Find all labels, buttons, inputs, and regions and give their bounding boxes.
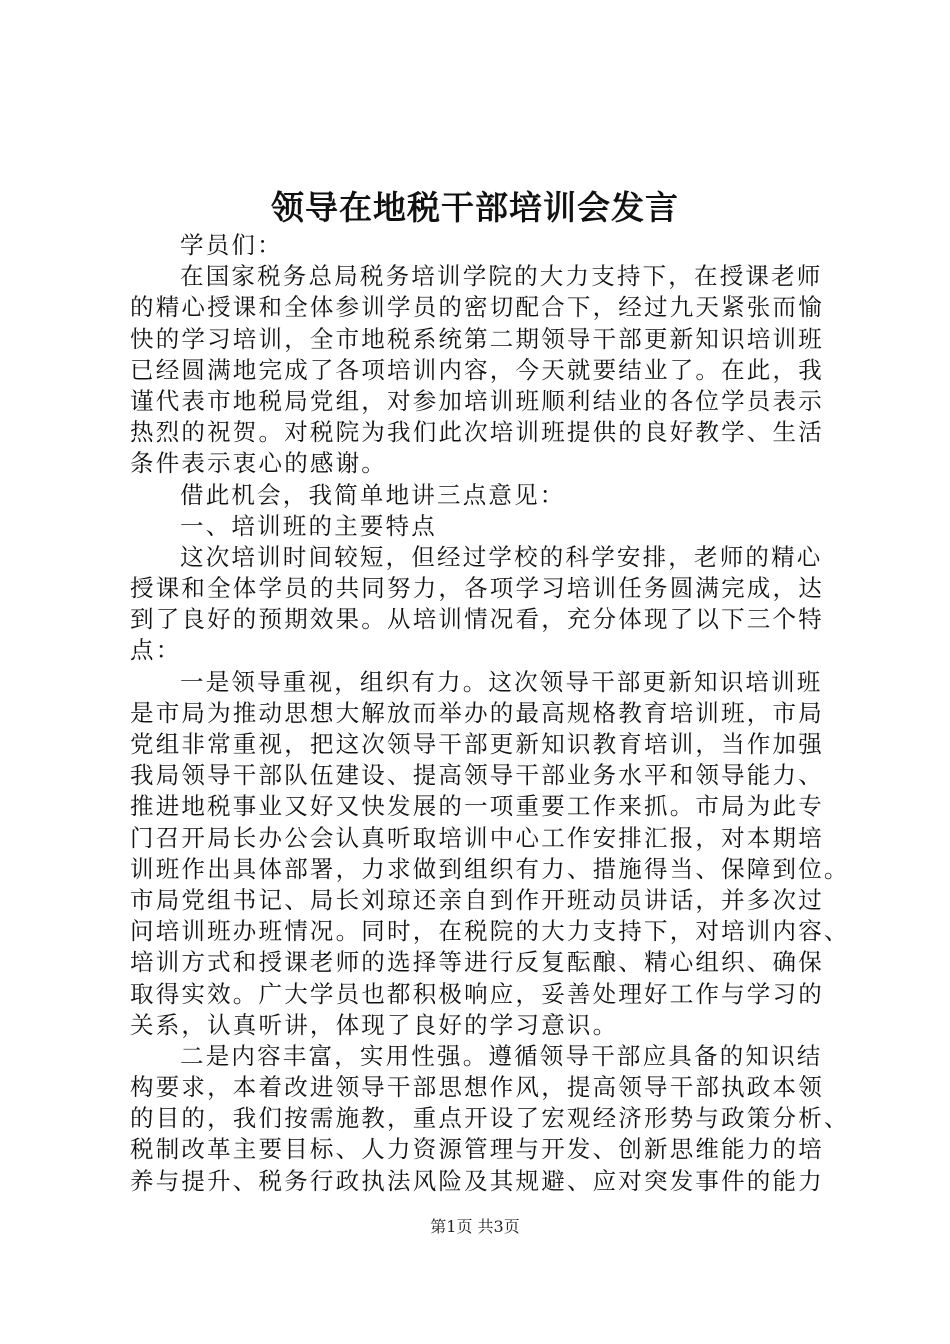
text-line: 税制改革主要目标、人力资源管理与开发、创新思维能力的培: [130, 1135, 824, 1164]
text-line: 我局领导干部队伍建设、提高领导干部业务水平和领导能力、: [130, 761, 824, 790]
document-body: [130, 230, 850, 1197]
text-line: 二是内容丰富，实用性强。遵循领导干部应具备的知识结: [180, 1041, 823, 1070]
page-footer: 第1页 共3页: [430, 1217, 520, 1236]
text-line: 问培训班办班情况。同时，在税院的大力支持下，对培训内容、: [130, 917, 850, 946]
text-line: 借此机会，我简单地讲三点意见：: [180, 480, 566, 509]
text-line: 训班作出具体部署，力求做到组织有力、措施得当、保障到位。: [130, 854, 850, 883]
text-line: 学员们：: [180, 231, 283, 259]
text-line: 门召开局长办公会认真听取培训中心工作安排汇报，对本期培: [130, 823, 824, 852]
text-line: 的目的，我们按需施教，重点开设了宏观经济形势与政策分析、: [130, 1104, 850, 1133]
text-line: 在国家税务总局税务培训学院的大力支持下，在授课老师: [180, 262, 823, 291]
text-line: 条件表示衷心的感谢。: [130, 449, 387, 478]
text-line: 已经圆满地完成了各项培训内容，今天就要结业了。在此，我: [130, 355, 824, 384]
text-line: 养与提升、税务行政执法风险及其规避、应对突发事件的能力: [130, 1166, 824, 1195]
text-line: 培训方式和授课老师的选择等进行反复酝酿、精心组织、确保: [130, 948, 824, 977]
text-line: 党组非常重视，把这次领导干部更新知识教育培训，当作加强: [130, 730, 824, 758]
text-line: 取得实效。广大学员也都积极响应，妥善处理好工作与学习的: [130, 979, 824, 1008]
text-line: 这次培训时间较短，但经过学校的科学安排，老师的精心: [180, 542, 823, 571]
text-line: 到了良好的预期效果。从培训情况看，充分体现了以下三个特: [130, 605, 824, 634]
document-title: 领导在地税干部培训会发言: [271, 188, 679, 227]
text-line: 构要求，本着改进领导干部思想作风，提高领导干部执政本领: [130, 1073, 824, 1102]
text-line: 推进地税事业又好又快发展的一项重要工作来抓。市局为此专: [130, 792, 824, 821]
text-line: 关系，认真听讲，体现了良好的学习意识。: [130, 1010, 619, 1039]
text-line: 快的学习培训，全市地税系统第二期领导干部更新知识培训班: [130, 324, 824, 353]
text-line: 谨代表市地税局党组，对参加培训班顺利结业的各位学员表示: [130, 386, 824, 415]
text-line: 一是领导重视，组织有力。这次领导干部更新知识培训班: [180, 667, 823, 696]
text-line: 的精心授课和全体参训学员的密切配合下，经过九天紧张而愉: [130, 293, 824, 322]
text-line: 一、培训班的主要特点: [180, 511, 437, 540]
text-line: 授课和全体学员的共同努力，各项学习培训任务圆满完成，达: [130, 574, 824, 603]
text-line: 热烈的祝贺。对税院为我们此次培训班提供的良好教学、生活: [130, 418, 824, 447]
text-line: 市局党组书记、局长刘琼还亲自到作开班动员讲话，并多次过: [130, 885, 824, 914]
text-line: 点：: [130, 636, 182, 665]
text-line: 是市局为推动思想大解放而举办的最高规格教育培训班，市局: [130, 698, 824, 727]
